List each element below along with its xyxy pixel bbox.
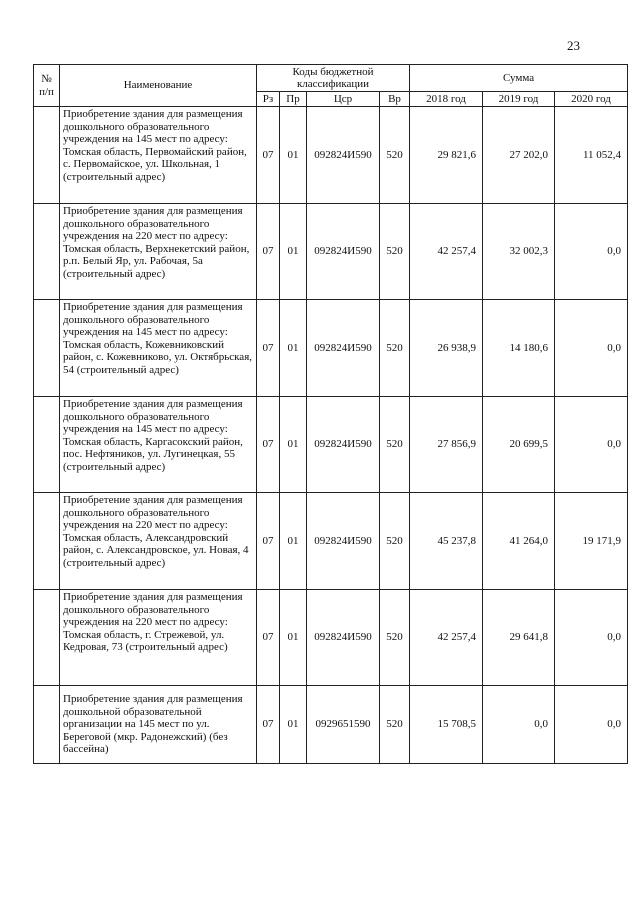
row-vr: 520 — [380, 493, 410, 590]
row-rz: 07 — [257, 686, 280, 764]
row-2019: 14 180,6 — [483, 300, 555, 397]
row-2019: 0,0 — [483, 686, 555, 764]
row-pr: 01 — [280, 107, 307, 204]
header-codes: Коды бюджетной классификации — [257, 65, 410, 92]
row-pr: 01 — [280, 493, 307, 590]
row-csr: 092824И590 — [307, 493, 380, 590]
row-csr: 092824И590 — [307, 590, 380, 686]
row-2019: 41 264,0 — [483, 493, 555, 590]
row-num — [34, 204, 60, 300]
row-2020: 19 171,9 — [555, 493, 628, 590]
table-row — [34, 686, 628, 764]
row-2020: 0,0 — [555, 300, 628, 397]
row-name: Приобретение здания для размещения дошкольного образовательного учреждения на 220 мест по адресу: Томская область, Верхнекетский район, р.п. Белый Яр, ул. Рабочая, 5а (строительный адрес) — [60, 204, 257, 300]
row-rz: 07 — [257, 300, 280, 397]
row-2020: 0,0 — [555, 204, 628, 300]
header-2018: 2018 год — [410, 92, 483, 107]
table-row — [34, 493, 628, 590]
row-num — [34, 686, 60, 764]
row-2018: 42 257,4 — [410, 204, 483, 300]
row-2018: 45 237,8 — [410, 493, 483, 590]
row-2020: 0,0 — [555, 397, 628, 493]
row-2018: 26 938,9 — [410, 300, 483, 397]
header-num: № п/п — [34, 65, 60, 107]
row-vr: 520 — [380, 397, 410, 493]
row-pr: 01 — [280, 204, 307, 300]
row-name: Приобретение здания для размещения дошкольного образовательного учреждения на 145 мест по адресу: Томская область, Каргасокский район, пос. Нефтяников, ул. Лугинецкая, 55 (строительный адрес) — [60, 397, 257, 493]
row-rz: 07 — [257, 590, 280, 686]
table-row — [34, 397, 628, 493]
row-2019: 32 002,3 — [483, 204, 555, 300]
page-number: 23 — [567, 38, 580, 53]
row-num — [34, 300, 60, 397]
row-2019: 27 202,0 — [483, 107, 555, 204]
row-2020: 0,0 — [555, 590, 628, 686]
header-sum: Сумма — [410, 65, 628, 92]
row-rz: 07 — [257, 204, 280, 300]
row-vr: 520 — [380, 204, 410, 300]
row-vr: 520 — [380, 107, 410, 204]
row-csr: 0929651590 — [307, 686, 380, 764]
row-2018: 42 257,4 — [410, 590, 483, 686]
row-csr: 092824И590 — [307, 300, 380, 397]
row-num — [34, 397, 60, 493]
row-2018: 29 821,6 — [410, 107, 483, 204]
row-num — [34, 590, 60, 686]
row-pr: 01 — [280, 590, 307, 686]
row-rz: 07 — [257, 493, 280, 590]
row-rz: 07 — [257, 107, 280, 204]
row-2018: 15 708,5 — [410, 686, 483, 764]
table-row — [34, 590, 628, 686]
row-name: Приобретение здания для размещения дошкольной образовательной организации на 145 мест по ул. Береговой (мкр. Радонежский) (без бассейна) — [60, 686, 257, 764]
row-2019: 29 641,8 — [483, 590, 555, 686]
header-csr: Цср — [307, 92, 380, 107]
row-2020: 0,0 — [555, 686, 628, 764]
header-vr: Вр — [380, 92, 410, 107]
header-rz: Рз — [257, 92, 280, 107]
row-vr: 520 — [380, 590, 410, 686]
row-name: Приобретение здания для размещения дошкольного образовательного учреждения на 220 мест по адресу: Томская область, г. Стрежевой, ул. Кедровая, 73 (строительный адрес) — [60, 590, 257, 686]
table-row — [34, 107, 628, 204]
row-name: Приобретение здания для размещения дошкольного образовательного учреждения на 145 мест по адресу: Томская область, Кожевниковский район, с. Кожевниково, ул. Октябрьская, 54 (строительный адрес) — [60, 300, 257, 397]
row-vr: 520 — [380, 300, 410, 397]
row-pr: 01 — [280, 300, 307, 397]
row-csr: 092824И590 — [307, 397, 380, 493]
row-rz: 07 — [257, 397, 280, 493]
row-num — [34, 107, 60, 204]
row-name: Приобретение здания для размещения дошкольного образовательного учреждения на 220 мест по адресу: Томская область, Александровский район, с. Александровское, ул. Новая, 4 (строительный адрес) — [60, 493, 257, 590]
row-2018: 27 856,9 — [410, 397, 483, 493]
row-2019: 20 699,5 — [483, 397, 555, 493]
row-csr: 092824И590 — [307, 204, 380, 300]
header-2020: 2020 год — [555, 92, 628, 107]
row-csr: 092824И590 — [307, 107, 380, 204]
row-2020: 11 052,4 — [555, 107, 628, 204]
header-pr: Пр — [280, 92, 307, 107]
table-row — [34, 204, 628, 300]
table-row — [34, 300, 628, 397]
row-num — [34, 493, 60, 590]
budget-table — [33, 64, 628, 764]
row-name: Приобретение здания для размещения дошкольного образовательного учреждения на 145 мест по адресу: Томская область, Первомайский район, с. Первомайское, ул. Школьная, 1 (строительный адрес) — [60, 107, 257, 204]
header-name: Наименование — [60, 65, 257, 107]
row-pr: 01 — [280, 397, 307, 493]
row-vr: 520 — [380, 686, 410, 764]
row-pr: 01 — [280, 686, 307, 764]
header-2019: 2019 год — [483, 92, 555, 107]
